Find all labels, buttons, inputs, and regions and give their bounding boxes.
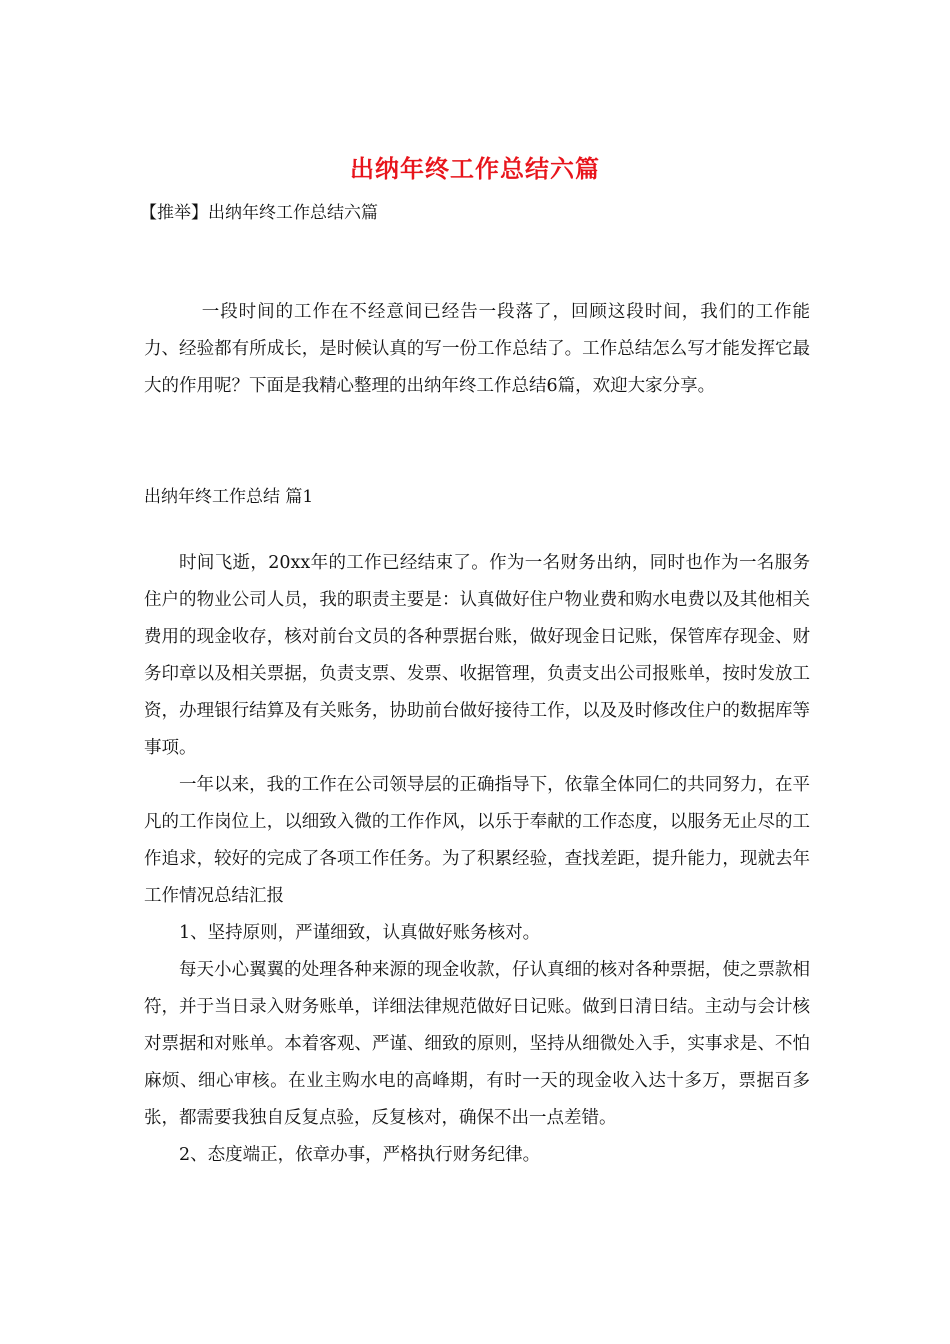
document-subtitle: 【推举】出纳年终工作总结六篇 [140,203,378,223]
section-heading: 出纳年终工作总结 篇1 [144,487,314,507]
body-paragraph: 1、坚持原则，严谨细致，认真做好账务核对。 [179,923,541,943]
intro-paragraph: 一段时间的工作在不经意间已经告一段落了，回顾这段时间，我们的工作能力、经验都有所成长，是时候认真的写一份工作总结了。工作总结怎么写才能发挥它最大的作用呢？下面是我精心整理的出纳年终工作总结6篇，欢迎大家分享。 [144,302,810,396]
intro-block [144,294,810,405]
body-paragraph: 时间飞逝，20xx年的工作已经结束了。作为一名财务出纳，同时也作为一名服务住户的物业公司人员，我的职责主要是：认真做好住户物业费和购水电费以及其他相关费用的现金收存，核对前台文员的各种票据台账，做好现金日记账，保管库存现金、财务印章以及相关票据，负责支票、发票、收据管理，负责支出公司报账单，按时发放工资，办理银行结算及有关账务，协助前台做好接待工作，以及及时修改住户的数据库等事项。 [144,553,810,758]
body-paragraph: 一年以来，我的工作在公司领导层的正确指导下，依靠全体同仁的共同努力，在平凡的工作岗位上，以细致入微的工作作风，以乐于奉献的工作态度，以服务无止尽的工作追求，较好的完成了各项工作任务。为了积累经验，查找差距，提升能力，现就去年工作情况总结汇报 [144,775,810,906]
body-paragraph: 每天小心翼翼的处理各种来源的现金收款，仔认真细的核对各种票据，使之票款相符，并于当日录入财务账单，详细法律规范做好日记账。做到日清日结。主动与会计核对票据和对账单。本着客观、严谨、细致的原则，坚持从细微处入手，实事求是、不怕麻烦、细心审核。在业主购水电的高峰期，有时一天的现金收入达十多万，票据百多张，都需要我独自反复点验，反复核对，确保不出一点差错。 [144,960,810,1128]
body-paragraph: 2、态度端正，依章办事，严格执行财务纪律。 [179,1145,541,1165]
document-title: 出纳年终工作总结六篇 [350,154,600,183]
body-block [144,545,810,1174]
